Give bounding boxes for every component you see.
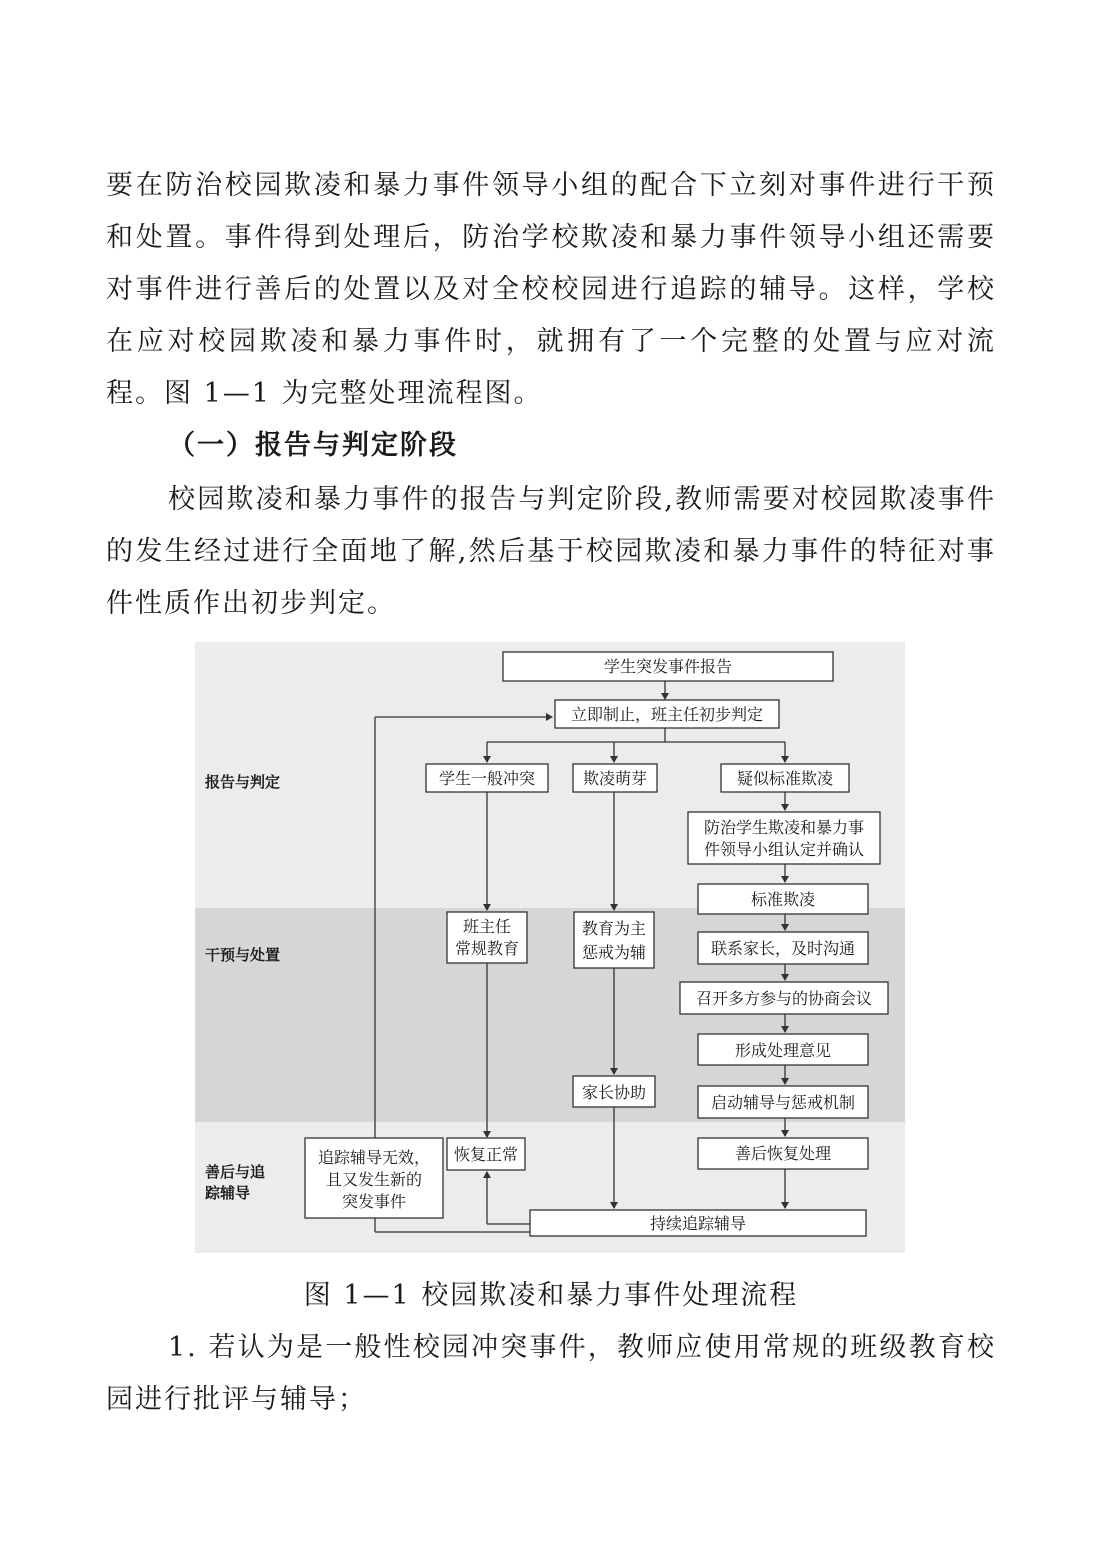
stage-label-follow-1: 善后与追 — [205, 1163, 266, 1181]
label-start-counsel: 启动辅导与惩戒机制 — [710, 1093, 856, 1112]
label-meeting: 召开多方参与的协商会议 — [695, 989, 873, 1008]
label-ineffective-3: 突发事件 — [341, 1192, 407, 1211]
label-teacher-edu-1: 班主任 — [462, 917, 512, 936]
label-edu-main-1: 教育为主 — [581, 919, 647, 938]
label-recover: 恢复正常 — [453, 1145, 519, 1164]
label-ineffective-2: 且又发生新的 — [325, 1170, 423, 1189]
stage-label-intervene: 干预与处置 — [205, 946, 281, 964]
label-opinion: 形成处理意见 — [734, 1041, 832, 1060]
paragraph-item-1: 1. 若认为是一般性校园冲突事件，教师应使用常规的班级教育校园进行批评与辅导； — [106, 1332, 996, 1415]
paragraph-intro: 要在防治校园欺凌和暴力事件领导小组的配合下立刻对事件进行干预和处置。事件得到处理后，防治学校欺凌和暴力事件领导小组还需要对事件进行善后的处置以及对全校校园进行追踪的辅导。这样，学校在应对校园欺凌和暴力事件时，就拥有了一个完整的处置与应对流程。图 1—1 为完整处理流程图。 — [106, 170, 996, 409]
label-teacher-edu-2: 常规教育 — [454, 939, 520, 958]
label-suspect-bully: 疑似标准欺凌 — [736, 769, 834, 788]
label-contact-parents: 联系家长，及时沟通 — [710, 939, 856, 958]
label-bully-sprout: 欺凌萌芽 — [582, 769, 648, 788]
stage-label-follow-2: 踪辅导 — [205, 1184, 251, 1202]
flowchart-svg — [195, 642, 905, 1253]
figure-caption: 图 1—1 校园欺凌和暴力事件处理流程 — [303, 1280, 799, 1311]
label-committee-2: 件领导小组认定并确认 — [703, 840, 865, 859]
label-stop-judge: 立即制止，班主任初步判定 — [570, 705, 764, 724]
paragraph-report-stage: 校园欺凌和暴力事件的报告与判定阶段,教师需要对校园欺凌事件的发生经过进行全面地了解,然后基于校园欺凌和暴力事件的特征对事件性质作出初步判定。 — [106, 484, 996, 619]
label-parent-help: 家长协助 — [581, 1083, 647, 1102]
label-aftercare: 善后恢复处理 — [734, 1144, 832, 1163]
label-edu-main-2: 惩戒为辅 — [581, 943, 647, 962]
label-continuous: 持续追踪辅导 — [649, 1214, 747, 1233]
stage-label-report: 报告与判定 — [205, 773, 281, 791]
label-report-event: 学生突发事件报告 — [603, 657, 733, 676]
label-standard-bully: 标准欺凌 — [750, 890, 816, 909]
label-ineffective-1: 追踪辅导无效， — [317, 1148, 431, 1167]
flowchart-figure — [195, 642, 905, 1253]
label-committee-1: 防治学生欺凌和暴力事 — [703, 818, 865, 837]
section-heading: （一）报告与判定阶段 — [168, 430, 458, 461]
label-general-conflict: 学生一般冲突 — [438, 769, 536, 788]
